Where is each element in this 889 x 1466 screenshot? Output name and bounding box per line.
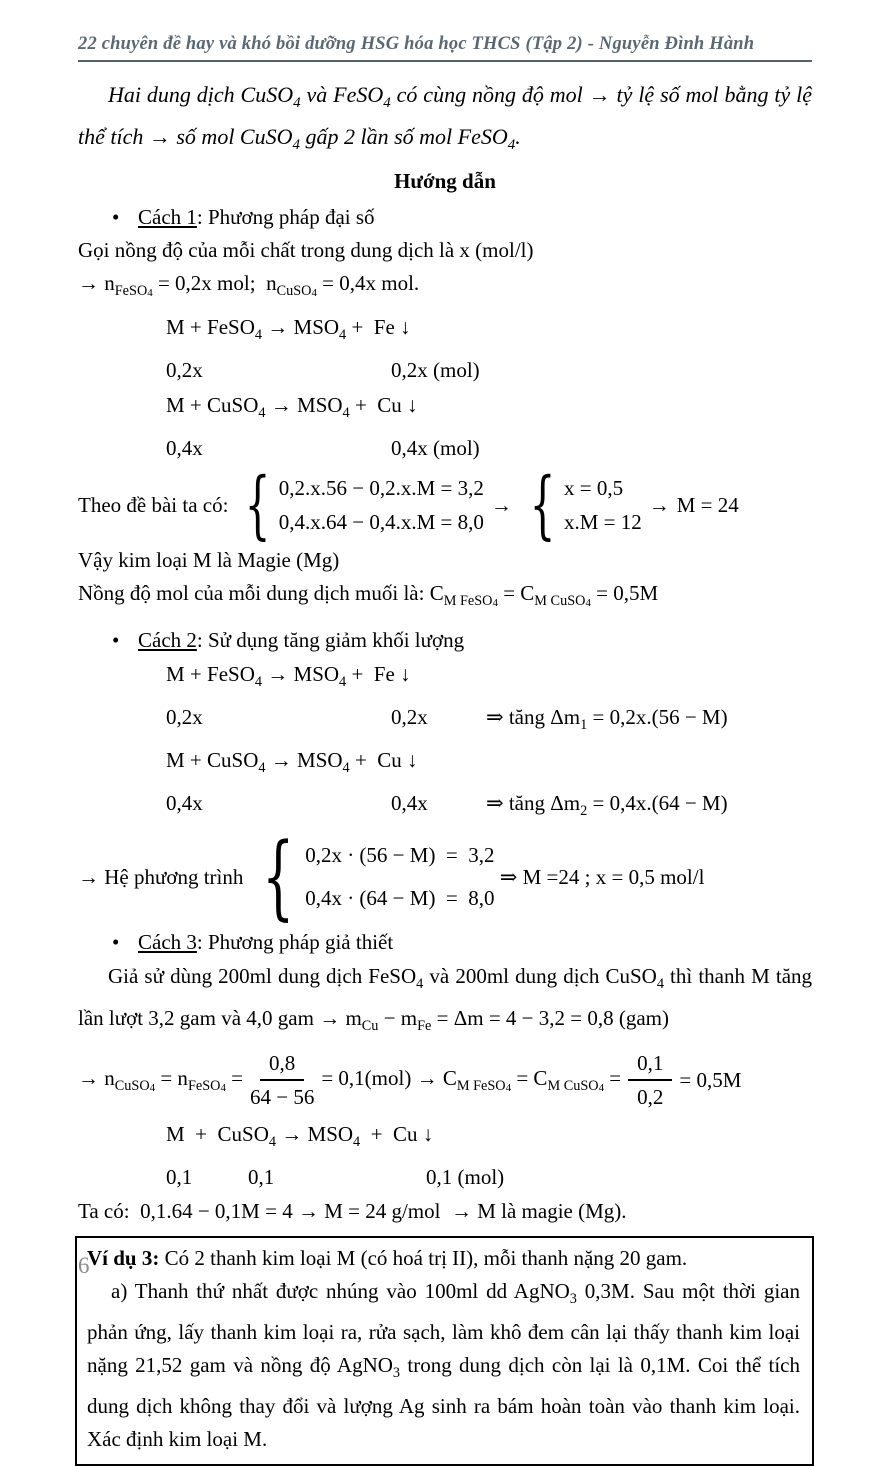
arrow-icon: →	[490, 492, 512, 517]
system-eq-1: 0,2.x.56 − 0,2.x.M = 3,2	[278, 476, 484, 501]
amount-left: 0,2x	[166, 705, 203, 730]
equation-fe: M + FeSO$_4$ → $MSO_4 + Fe$ ↓	[166, 662, 411, 691]
bullet-icon: •	[112, 930, 120, 955]
example-label: Ví dụ 3:	[87, 1246, 160, 1271]
equation-cu: M + CuSO$_4$ → $MSO_4 + Cu$ ↓	[166, 748, 418, 777]
numerator: 0,1	[628, 1048, 672, 1081]
fraction-post: = 0,5M	[679, 1067, 742, 1092]
bullet-icon: •	[112, 205, 120, 230]
fraction-mid: = $0,1(mol) \to C_{M FeSO4} = C_{M CuSO4}$ =	[321, 1065, 622, 1094]
method-1-label: Cách 1	[138, 205, 197, 230]
fraction-row	[78, 1048, 812, 1112]
result-eq-1: x = 0,5	[563, 476, 624, 501]
arrow-icon: →	[648, 492, 670, 517]
page-header	[78, 34, 812, 62]
method-2-heading	[78, 623, 812, 657]
equation-cu: M + CuSO$_4$ → $MSO_4 + Cu$ ↓	[166, 393, 418, 422]
fraction-2	[628, 1048, 672, 1112]
left-brace: {	[529, 462, 556, 549]
method-3-label: Cách 3	[138, 930, 197, 955]
method-3-heading	[78, 925, 812, 959]
system-eq-2: 0,4.x.64 − 0,4.x.M = 8,0	[278, 510, 484, 535]
system-label: → Hệ phương trình	[78, 864, 249, 889]
left-brace: {	[261, 822, 295, 930]
final-line: Ta có: 0,1.64 − 0,1M = 4 → M = 24 g/mol → M là magie (Mg).	[78, 1199, 627, 1224]
amounts-fe	[166, 353, 812, 388]
delta-m-2: ⇒ tăng $\Delta m_2 = 0,4x.(64 - M)$	[486, 791, 728, 820]
system-label: Theo đề bài ta có:	[78, 492, 234, 517]
amount-3: 0,1 (mol)	[426, 1165, 505, 1190]
result-eq-2: x.M = 12	[563, 510, 642, 535]
result-system	[519, 462, 642, 549]
amounts-row	[166, 1160, 812, 1195]
amount-mid: 0,4x	[391, 791, 428, 816]
page-number: 6	[78, 1253, 90, 1278]
example-title-text: Có 2 thanh kim loại M (có hoá trị II), mỗi thanh nặng 20 gam.	[159, 1246, 688, 1271]
system-row-1	[78, 462, 812, 549]
intro-paragraph: Hai dung dịch CuSO$_4$ và FeSO$_4$ có cùng nồng độ mol → tỷ lệ số mol bằng tỷ lệ thể tích → số mol CuSO$_4$ gấp 2 lần số mol FeSO$_4$.	[78, 82, 812, 154]
equation-fe: M + FeSO$_4$ → $MSO_4 + Fe$ ↓	[166, 315, 411, 344]
system-eq-1: 0,2x · (56 − M) = 3,2	[305, 843, 495, 868]
concentration-line: Nồng độ mol của mỗi dung dịch muối là: $C_{M FeSO4} = C_{M CuSO4} = 0,5M$	[78, 581, 659, 610]
assumption-paragraph: Giả sử dùng 200ml dung dịch FeSO$_4$ và 200ml dung dịch CuSO$_4$ thì thanh M tăng lần lượt 3,2 gam và 4,0 gam → $m_{Cu} - m_{Fe} = \Delta m = 4 - 3,2 = 0,8$ (gam)	[78, 964, 813, 1035]
method-2-label: Cách 2	[138, 628, 197, 653]
denominator: 64 − 56	[250, 1085, 315, 1110]
system-eq-2: 0,4x · (64 − M) = 8,0	[305, 886, 495, 911]
amount-left: 0,4x	[166, 436, 203, 461]
delta-m-1: ⇒ tăng $\Delta m_1 = 0,2x.(56 - M)$	[486, 705, 728, 734]
equation-system	[249, 822, 495, 930]
equation-system	[234, 462, 484, 549]
method-1-desc: : Phương pháp đại số	[196, 205, 375, 230]
mol-line: → $n_{FeSO4} = 0,2x$ mol; $n_{CuSO4} = 0,4x$ mol.	[78, 271, 420, 300]
method-3-desc: : Phương pháp giả thiết	[196, 930, 394, 955]
fraction-1	[250, 1048, 314, 1112]
example-3-box	[75, 1236, 814, 1466]
system-result: ⇒ M =24 ; x = 0,5 mol/l	[494, 864, 705, 889]
fraction-pre: → $n_{CuSO4} = n_{FeSO4}$ =	[78, 1065, 243, 1094]
amount-right: 0,4x (mol)	[391, 436, 480, 461]
equation-cu-wide: M + CuSO$_4$ → $MSO_4 + Cu$ ↓	[166, 1122, 434, 1151]
example-title	[87, 1242, 800, 1275]
running-header-title: 22 chuyên đề hay và khó bồi dưỡng HSG hóa học THCS (Tập 2) - Nguyễn Đình Hành	[78, 34, 755, 54]
amount-right: 0,2x (mol)	[391, 358, 480, 383]
final-value: M = 24	[676, 492, 739, 517]
amount-1: 0,1	[166, 1165, 193, 1190]
amount-left: 0,2x	[166, 358, 203, 383]
amount-2: 0,1	[248, 1165, 275, 1190]
method-1-heading	[78, 200, 812, 234]
amount-mid: 0,2x	[391, 705, 428, 730]
amounts-row	[166, 700, 812, 743]
conclusion-line: Vậy kim loại M là Magie (Mg)	[78, 548, 340, 573]
bullet-icon: •	[112, 628, 120, 653]
given-line: Gọi nồng độ của mỗi chất trong dung dịch là x (mol/l)	[78, 238, 534, 263]
method-2-desc: : Sử dụng tăng giảm khối lượng	[196, 628, 465, 653]
solution-heading: Hướng dẫn	[394, 169, 496, 194]
left-brace: {	[244, 462, 271, 549]
amount-left: 0,4x	[166, 791, 203, 816]
example-body: a) Thanh thứ nhất được nhúng vào 100ml dd AgNO$_3$ 0,3M. Sau một thời gian phản ứng, lấy thanh kim loại ra, rửa sạch, làm khô đem cân lại thấy thanh kim loại nặng 21,52 gam và nồng độ AgNO$_3$ trong dung dịch còn lại là 0,1M. Coi thể tích dung dịch không thay đổi và lượng Ag sinh ra bám hoàn toàn vào thanh kim loại. Xác định kim loại M.	[87, 1279, 801, 1452]
numerator: 0,8	[260, 1048, 304, 1081]
denominator: 0,2	[637, 1085, 664, 1110]
system-row-2	[78, 822, 812, 930]
